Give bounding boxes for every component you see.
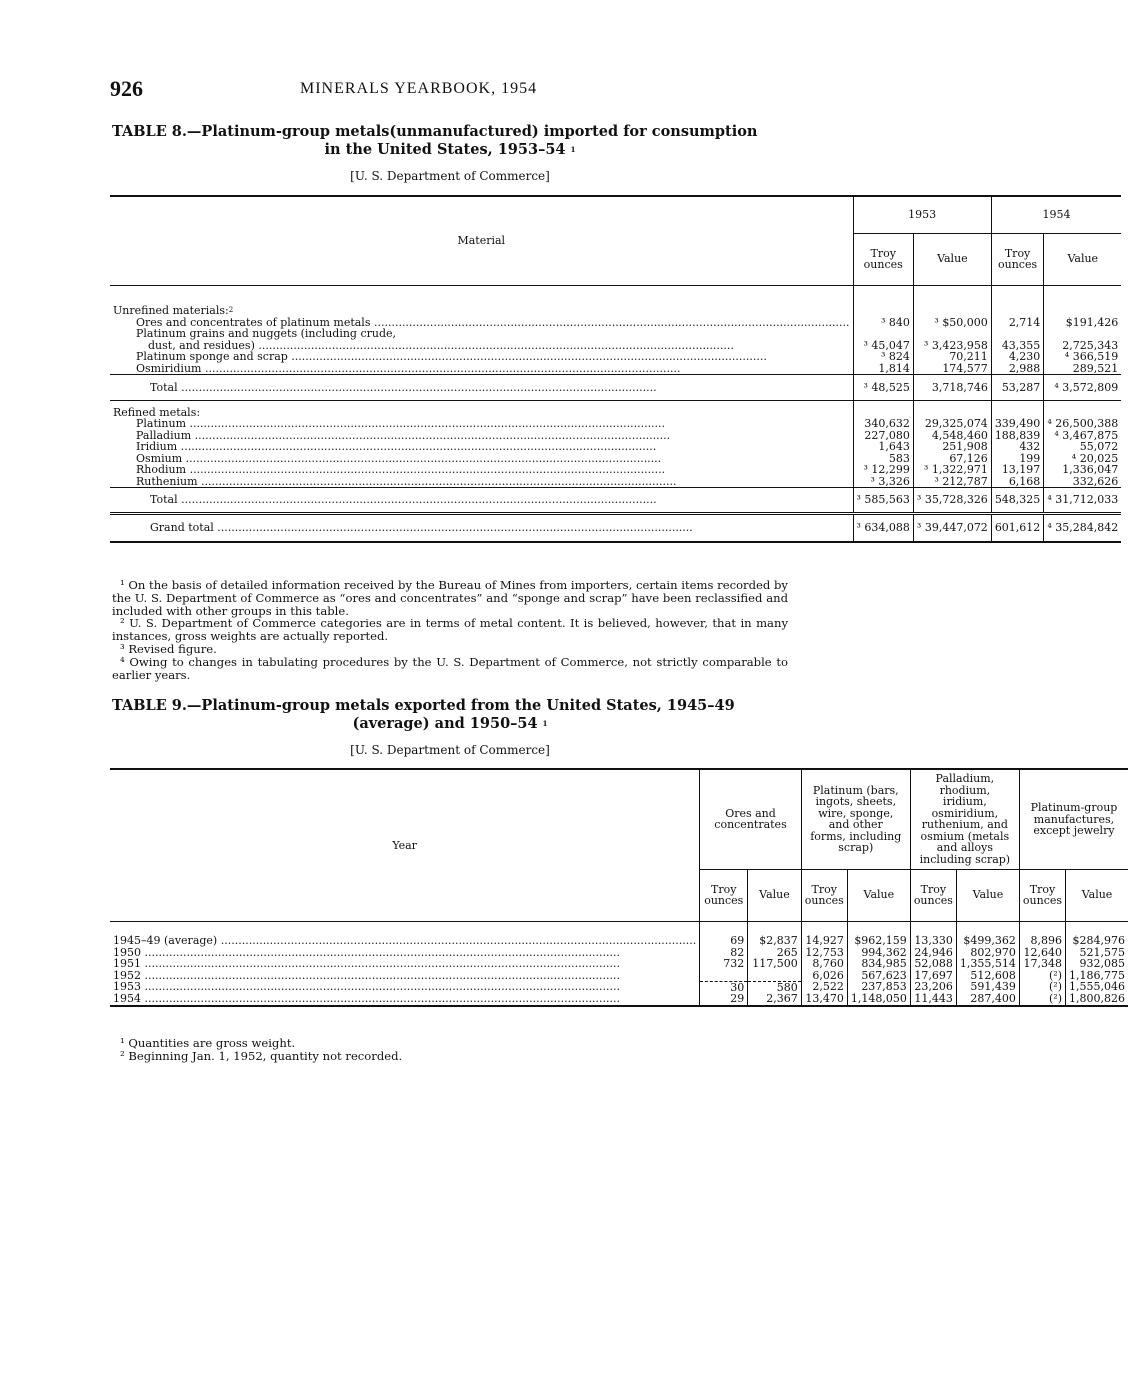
col-header-value-1954: Value [1044,233,1121,285]
table-row: Rhodium ..... ³ 12,299 ³ 1,322,971 13,197 1,336,047 [110,464,1121,476]
table-row: Palladium ..... 227,080 4,548,460 188,839 ⁴ 3,467,875 [110,430,1121,442]
col-header-troy: Troy ounces [1019,869,1065,921]
col-header-value: Value [847,869,910,921]
table-row: 1950 ..... 82 265 12,753 994,362 24,946 802,970 12,640 521,575 [110,947,1128,959]
table8-title-line2: in the United States, 1953–54 [324,141,566,158]
footnote: ¹ On the basis of detailed information received by the Bureau of Mines from importers, certain items recorded by the U. S. Department of Commerce as “ores and concentrates” and “sponge and scrap” have been reclassified and included with other groups in this table. [112,578,788,618]
col-header-troy: Troy ounces [910,869,956,921]
table-row: Platinum grains and nuggets (including crude, [110,328,1121,340]
table-row: 1952 ..... 6,026 567,623 17,697 512,608 (²) 1,186,775 [110,970,1128,982]
table8-title [112,123,788,159]
col-header-value: Value [1066,869,1128,921]
footnote: ⁴ Owing to changes in tabulating procedures by the U. S. Department of Commerce, not strictly comparable to earlier years. [112,654,788,682]
footnote: ¹ Quantities are gross weight. [120,1036,296,1050]
table9-title-line2: (average) and 1950–54 [352,715,538,732]
table-row: 1954 ..... 29 2,367 13,470 1,148,050 11,443 287,400 (²) 1,800,826 [110,993,1128,1006]
table9-source: [U. S. Department of Commerce] [350,743,550,757]
table-row: dust, and residues) ..... ³ 45,047 ³ 3,423,958 43,355 2,725,343 [110,340,1121,352]
table-row: 1945–49 (average) ..... 69 $2,837 14,927 $962,159 13,330 $499,362 8,896 $284,976 [110,935,1128,947]
table9-title [112,697,788,733]
col-header-1954: 1954 [991,196,1121,233]
section-label: Refined metals: [113,405,201,419]
table9-footnotes [112,1037,788,1063]
col-header-1953: 1953 [853,196,991,233]
col-header-troy-1954: Troy ounces [991,233,1044,285]
table8-footnotes [112,579,788,681]
table-row: Ruthenium ..... ³ 3,326 ³ 212,787 6,168 332,626 [110,476,1121,488]
footnote: ² Beginning Jan. 1, 1952, quantity not recorded. [120,1048,403,1063]
table8-source: [U. S. Department of Commerce] [350,169,550,183]
col-header-value-1953: Value [913,233,991,285]
table-row: Platinum ..... 340,632 29,325,074 339,490 ⁴ 26,500,388 [110,418,1121,430]
table9-title-line1: TABLE 9.—Platinum-group metals exported from the United States, 1945–49 [112,697,735,714]
table-total-row: Total ..... ³ 585,563 ³ 35,728,326 548,325 ⁴ 31,712,033 [110,488,1121,514]
col-header-group: Palladium, rhodium, iridium, osmiridium, ruthenium, and osmium (metals and alloys including scrap) [910,769,1019,869]
table8-title-ref: 1 [570,145,576,154]
table-row: Platinum sponge and scrap ..... ³ 824 70,211 4,230 ⁴ 366,519 [110,351,1121,363]
table8-title-line1: TABLE 8.—Platinum-group metals(unmanufactured) imported for consumption [112,123,758,140]
table-row: Iridium ..... 1,643 251,908 432 55,072 [110,441,1121,453]
col-header-troy: Troy ounces [801,869,847,921]
col-header-material: Material [110,196,853,285]
col-header-value: Value [956,869,1019,921]
col-header-group: Platinum-group manufactures, except jewelry [1019,769,1128,869]
table9 [110,768,1128,1007]
col-header-group: Platinum (bars, ingots, sheets, wire, sponge, and other forms, including scrap) [801,769,910,869]
table-row: Osmium ..... 583 67,126 199 ⁴ 20,025 [110,453,1121,465]
col-header-year: Year [110,769,700,921]
table-row: Ores and concentrates of platinum metals ..... ³ 840 ³ $50,000 2,714 $191,426 [110,317,1121,329]
table8 [110,195,1121,543]
table-row: 1951 ..... 732 117,500 8,760 834,985 52,088 1,355,514 17,348 932,085 [110,958,1128,970]
section-label: Unrefined materials:$^2$ [113,304,234,317]
col-header-troy: Troy ounces [700,869,748,921]
page-number: 926 [110,76,143,101]
table9-title-ref: 1 [542,719,548,728]
table-row: Osmiridium ..... 1,814 174,577 2,988 289,521 [110,363,1121,375]
col-header-group: Ores and concentrates [700,769,801,869]
col-header-troy-1953: Troy ounces [853,233,913,285]
col-header-value: Value [748,869,801,921]
table-row: 1953 ..... 30 580 2,522 237,853 23,206 591,439 (²) 1,555,046 [110,981,1128,993]
table-grand-total-row: Grand total ..... ³ 634,088 ³ 39,447,072 601,612 ⁴ 35,284,842 [110,514,1121,542]
table-total-row: Total ..... ³ 48,525 3,718,746 53,287 ⁴ 3,572,809 [110,375,1121,401]
footnote: ² U. S. Department of Commerce categories are in terms of metal content. It is believed, however, that in many instances, gross weights are actually reported. [112,616,788,644]
running-title: MINERALS YEARBOOK, 1954 [300,80,538,97]
footnote: ³ Revised figure. [120,641,217,656]
